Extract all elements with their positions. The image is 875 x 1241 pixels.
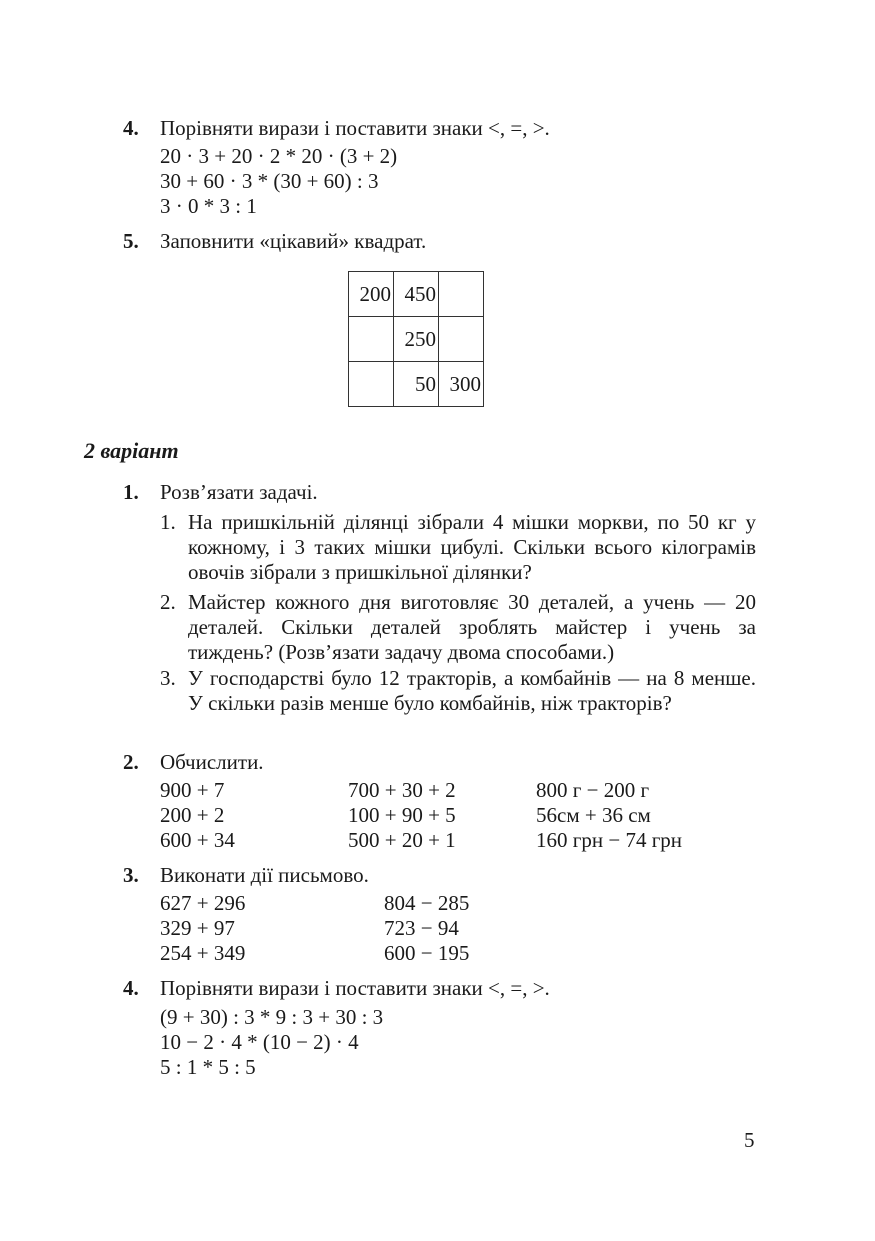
task-title: Виконати дії письмово. — [160, 863, 369, 887]
problem-number: 2. — [160, 590, 176, 614]
task-title: Порівняти вирази і поставити знаки <, =, >. — [160, 976, 550, 1000]
variant-heading: 2 варіант — [84, 438, 179, 463]
calc-item: 56см + 36 см — [536, 803, 651, 827]
square-cell — [349, 362, 394, 407]
task-number: 4. — [123, 116, 139, 140]
written-calc-item: 723 − 94 — [384, 916, 459, 940]
square-cell: 200 — [349, 272, 394, 317]
written-calc-item: 329 + 97 — [160, 916, 235, 940]
task-number: 3. — [123, 863, 139, 887]
page-number: 5 — [744, 1128, 755, 1152]
written-calc-item: 804 − 285 — [384, 891, 470, 915]
problem-number: 3. — [160, 666, 176, 690]
problem-text: Майстер кожного дня виготовляє 30 деталей, а учень — 20 деталей. Скільки деталей зроблять майстер і учень за тиждень? (Розв’язати задачу двома способами.) — [188, 590, 756, 664]
calc-item: 500 + 20 + 1 — [348, 828, 456, 852]
square-cell — [349, 317, 394, 362]
square-cell: 50 — [394, 362, 439, 407]
expression-line: 5 : 1 * 5 : 5 — [160, 1055, 256, 1079]
expression-line: 3 · 0 * 3 : 1 — [160, 194, 257, 218]
problem-text: У господарстві було 12 тракторів, а комбайнів — на 8 менше. У скільки разів менше було комбайнів, ніж тракторів? — [188, 666, 756, 715]
expression-line: (9 + 30) : 3 * 9 : 3 + 30 : 3 — [160, 1005, 384, 1029]
square-cell: 250 — [394, 317, 439, 362]
problem-text: На пришкільній ділянці зібрали 4 мішки моркви, по 50 кг у кожному, і 3 таких мішки цибулі. Скільки всього кілограмів овочів зібрали з пришкільної ділянки? — [188, 510, 756, 584]
written-calc-item: 254 + 349 — [160, 941, 246, 965]
expression-line: 10 − 2 · 4 * (10 − 2) · 4 — [160, 1030, 359, 1054]
written-calc-item: 627 + 296 — [160, 891, 246, 915]
calc-item: 160 грн − 74 грн — [536, 828, 683, 852]
task-number: 2. — [123, 750, 139, 774]
calc-item: 700 + 30 + 2 — [348, 778, 456, 802]
written-calc-item: 600 − 195 — [384, 941, 470, 965]
task-title: Заповнити «цікавий» квадрат. — [160, 229, 427, 253]
expression-line: 30 + 60 · 3 * (30 + 60) : 3 — [160, 169, 379, 193]
square-cell: 450 — [394, 272, 439, 317]
square-cell: 300 — [439, 362, 484, 407]
problem-number: 1. — [160, 510, 176, 534]
square-cell — [439, 272, 484, 317]
calc-item: 900 + 7 — [160, 778, 225, 802]
calc-item: 800 г − 200 г — [536, 778, 650, 802]
magic-square — [348, 271, 484, 407]
task-title: Розв’язати задачі. — [160, 480, 318, 504]
task-title: Обчислити. — [160, 750, 264, 774]
expression-line: 20 · 3 + 20 · 2 * 20 · (3 + 2) — [160, 144, 398, 168]
calc-item: 600 + 34 — [160, 828, 235, 852]
task-number: 4. — [123, 976, 139, 1000]
task-number: 1. — [123, 480, 139, 504]
task-number: 5. — [123, 229, 139, 253]
calc-item: 100 + 90 + 5 — [348, 803, 456, 827]
calc-item: 200 + 2 — [160, 803, 225, 827]
task-title: Порівняти вирази і поставити знаки <, =, >. — [160, 116, 550, 140]
square-cell — [439, 317, 484, 362]
